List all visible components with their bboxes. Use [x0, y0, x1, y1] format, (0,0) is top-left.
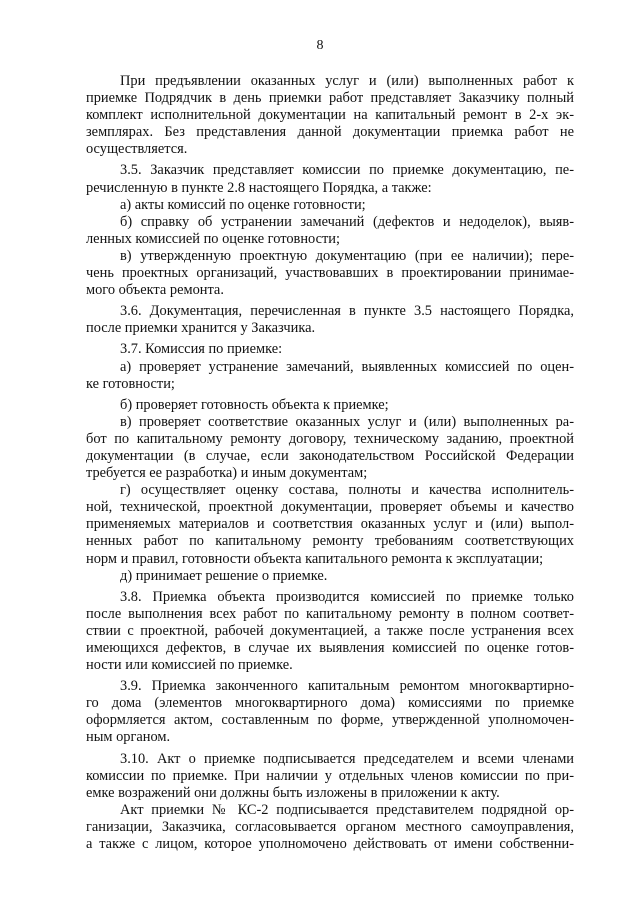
paragraph [86, 802, 574, 853]
paragraph [86, 751, 574, 802]
text-line: При предъявлении оказанных услуг и (или) выполненных работ к [120, 73, 574, 89]
text-line: ненных работ по капитальному ремонту требованиям соответствующих [86, 533, 574, 550]
text-line: б) справку об устранении замечаний (дефектов и недоделок), выяв- [120, 213, 574, 230]
page-number: 8 [316, 38, 324, 53]
text-line: в) утвержденную проектную документацию (при ее наличии); пере- [120, 247, 574, 264]
paragraph [86, 341, 574, 358]
text-line: документации (в случае, если законодательством Российской Федерации [86, 447, 574, 464]
text-line: ным органом. [86, 729, 171, 746]
text-line: 3.10. Акт о приемке подписывается председателем и всеми членами [120, 750, 574, 767]
paragraph [86, 414, 574, 482]
paragraph [86, 197, 574, 214]
text-line: комплект исполнительной документации на капитальный ремонт в 2-х эк- [86, 107, 574, 124]
text-line: ной, технической, проектной документации, проверяет объемы и качество [86, 499, 574, 516]
text-line: ствии с проектной, рабочей документацией, а также после устранения всех [86, 622, 574, 639]
text-line: речисленную в пункте 2.8 настоящего Порядка, а также: [86, 179, 432, 196]
paragraph [86, 397, 574, 414]
text-line: а также с лицом, которое уполномочено действовать от имени собственни- [86, 836, 574, 853]
text-line: бот по капитальному ремонту договору, техническому заданию, проектной [86, 430, 574, 447]
text-line: комиссии по приемке. При наличии у отдельных членов комиссии по при- [86, 767, 574, 784]
paragraph [86, 162, 574, 196]
text-line: осуществляется. [86, 141, 188, 158]
text-line: после выполнения всех работ по капитальному ремонту в полном соответ- [86, 605, 574, 622]
text-line: 3.6. Документация, перечисленная в пункте 3.5 настоящего Порядка, [120, 303, 574, 320]
text-line: приемке Подрядчик в день приемки работ представляет Заказчику полный [86, 90, 574, 107]
paragraph [86, 589, 574, 674]
text-line: б) проверяет готовность объекта к приемке; [120, 396, 389, 413]
text-line: имеющихся дефектов, в случае их выявления комиссией по оценке готов- [86, 640, 574, 656]
text-line: а) проверяет устранение замечаний, выявленных комиссией по оцен- [120, 358, 574, 375]
text-line: ности или комиссией по приемке. [86, 657, 293, 674]
paragraph [86, 678, 574, 746]
text-line: земплярах. Без представления данной документации приемка работ не [86, 124, 574, 141]
text-line: д) принимает решение о приемке. [120, 567, 328, 584]
text-line: Акт приемки № КС-2 подписывается представителем подрядной ор- [120, 801, 574, 818]
text-line: применяемых материалов и соответствия оказанных услуг и (или) выпол- [86, 516, 574, 533]
paragraph [86, 482, 574, 567]
text-line: мого объекта ремонта. [86, 282, 224, 299]
text-line: в) проверяет соответствие оказанных услуг и (или) выполненных ра- [120, 413, 574, 430]
text-line: ке готовности; [86, 375, 175, 392]
text-line: 3.8. Приемка объекта производится комиссией по приемке только [120, 588, 574, 605]
text-line: го дома (элементов многоквартирного дома) комиссиями по приемке [86, 695, 574, 712]
paragraph [86, 73, 574, 158]
text-line: требуется ее разработка) и иным документам; [86, 465, 368, 482]
text-line: 3.9. Приемка законченного капитальным ремонтом многоквартирно- [120, 678, 574, 695]
text-line: чень проектных организаций, участвовавших в проектировании принимае- [86, 265, 574, 282]
text-line: оформляется актом, составленным по форме, утвержденной уполномочен- [86, 712, 574, 729]
text-line: ленных комиссией по оценке готовности; [86, 230, 340, 247]
paragraph [86, 248, 574, 299]
text-line: 3.7. Комиссия по приемке: [120, 341, 283, 358]
text-line: после приемки хранится у Заказчика. [86, 320, 316, 337]
text-line: норм и правил, готовности объекта капитального ремонта к эксплуатации; [86, 550, 544, 567]
paragraph [86, 359, 574, 393]
body-text [86, 73, 574, 853]
paragraph [86, 214, 574, 248]
paragraph [86, 568, 574, 585]
text-line: емке возражений они должны быть изложены в приложении к акту. [86, 784, 500, 801]
paragraph [86, 303, 574, 337]
text-line: г) осуществляет оценку состава, полноты и качества исполнитель- [120, 482, 574, 499]
text-line: ганизации, Заказчика, согласовывается органом местного самоуправления, [86, 818, 574, 835]
text-line: а) акты комиссий по оценке готовности; [120, 196, 366, 213]
text-line: 3.5. Заказчик представляет комиссии по приемке документацию, пе- [120, 162, 574, 179]
